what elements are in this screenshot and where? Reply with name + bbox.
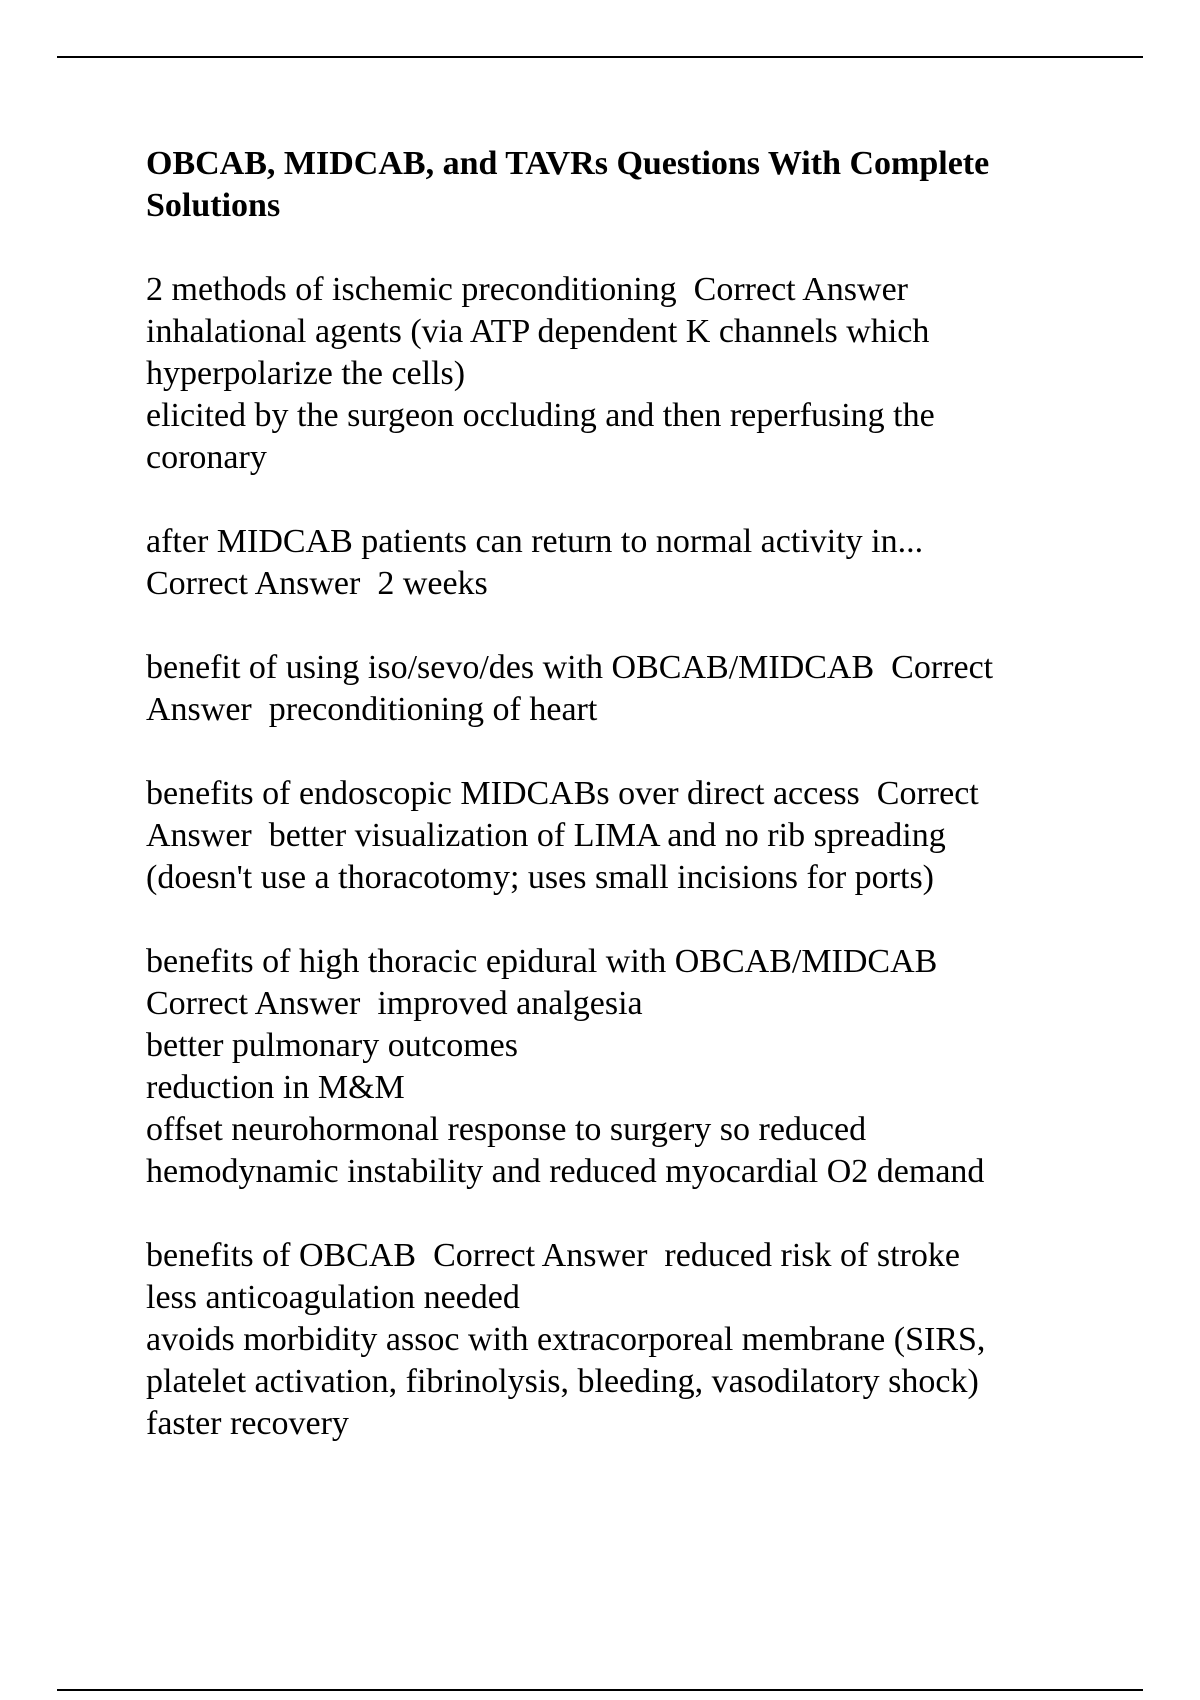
qa-item [146,941,1086,1193]
top-rule [57,56,1143,58]
qa-line: Answer preconditioning of heart [146,691,598,728]
bottom-rule [57,1689,1143,1691]
qa-line: reduction in M&M [146,1069,405,1106]
qa-line: benefits of high thoracic epidural with OBCAB/MIDCAB [146,943,938,980]
qa-line: offset neurohormonal response to surgery so reduced [146,1111,867,1148]
qa-item [146,1235,1086,1445]
title-line: OBCAB, MIDCAB, and TAVRs Questions With Complete [146,145,990,182]
qa-line: Answer better visualization of LIMA and no rib spreading [146,817,946,854]
qa-line: Correct Answer 2 weeks [146,565,488,602]
qa-line: better pulmonary outcomes [146,1027,519,1064]
qa-line: hemodynamic instability and reduced myocardial O2 demand [146,1153,985,1190]
qa-item [146,269,1086,479]
qa-item [146,773,1086,899]
qa-line: platelet activation, fibrinolysis, bleeding, vasodilatory shock) [146,1363,979,1400]
qa-item [146,521,1086,605]
document-title [146,143,1086,227]
qa-line: faster recovery [146,1405,349,1442]
qa-line: benefit of using iso/sevo/des with OBCAB/MIDCAB Correct [146,649,994,686]
qa-line: less anticoagulation needed [146,1279,520,1316]
qa-line: coronary [146,439,267,476]
qa-line: hyperpolarize the cells) [146,355,466,392]
qa-line: elicited by the surgeon occluding and then reperfusing the [146,397,935,434]
qa-line: (doesn't use a thoracotomy; uses small incisions for ports) [146,859,934,896]
qa-line: Correct Answer improved analgesia [146,985,643,1022]
qa-line: inhalational agents (via ATP dependent K channels which [146,313,930,350]
qa-line: benefits of endoscopic MIDCABs over direct access Correct [146,775,979,812]
title-line: Solutions [146,187,281,224]
qa-line: benefits of OBCAB Correct Answer reduced risk of stroke [146,1237,960,1274]
qa-item [146,647,1086,731]
qa-line: after MIDCAB patients can return to normal activity in... [146,523,924,560]
qa-line: avoids morbidity assoc with extracorporeal membrane (SIRS, [146,1321,986,1358]
qa-line: 2 methods of ischemic preconditioning Correct Answer [146,271,908,308]
document-body [146,143,1086,1487]
